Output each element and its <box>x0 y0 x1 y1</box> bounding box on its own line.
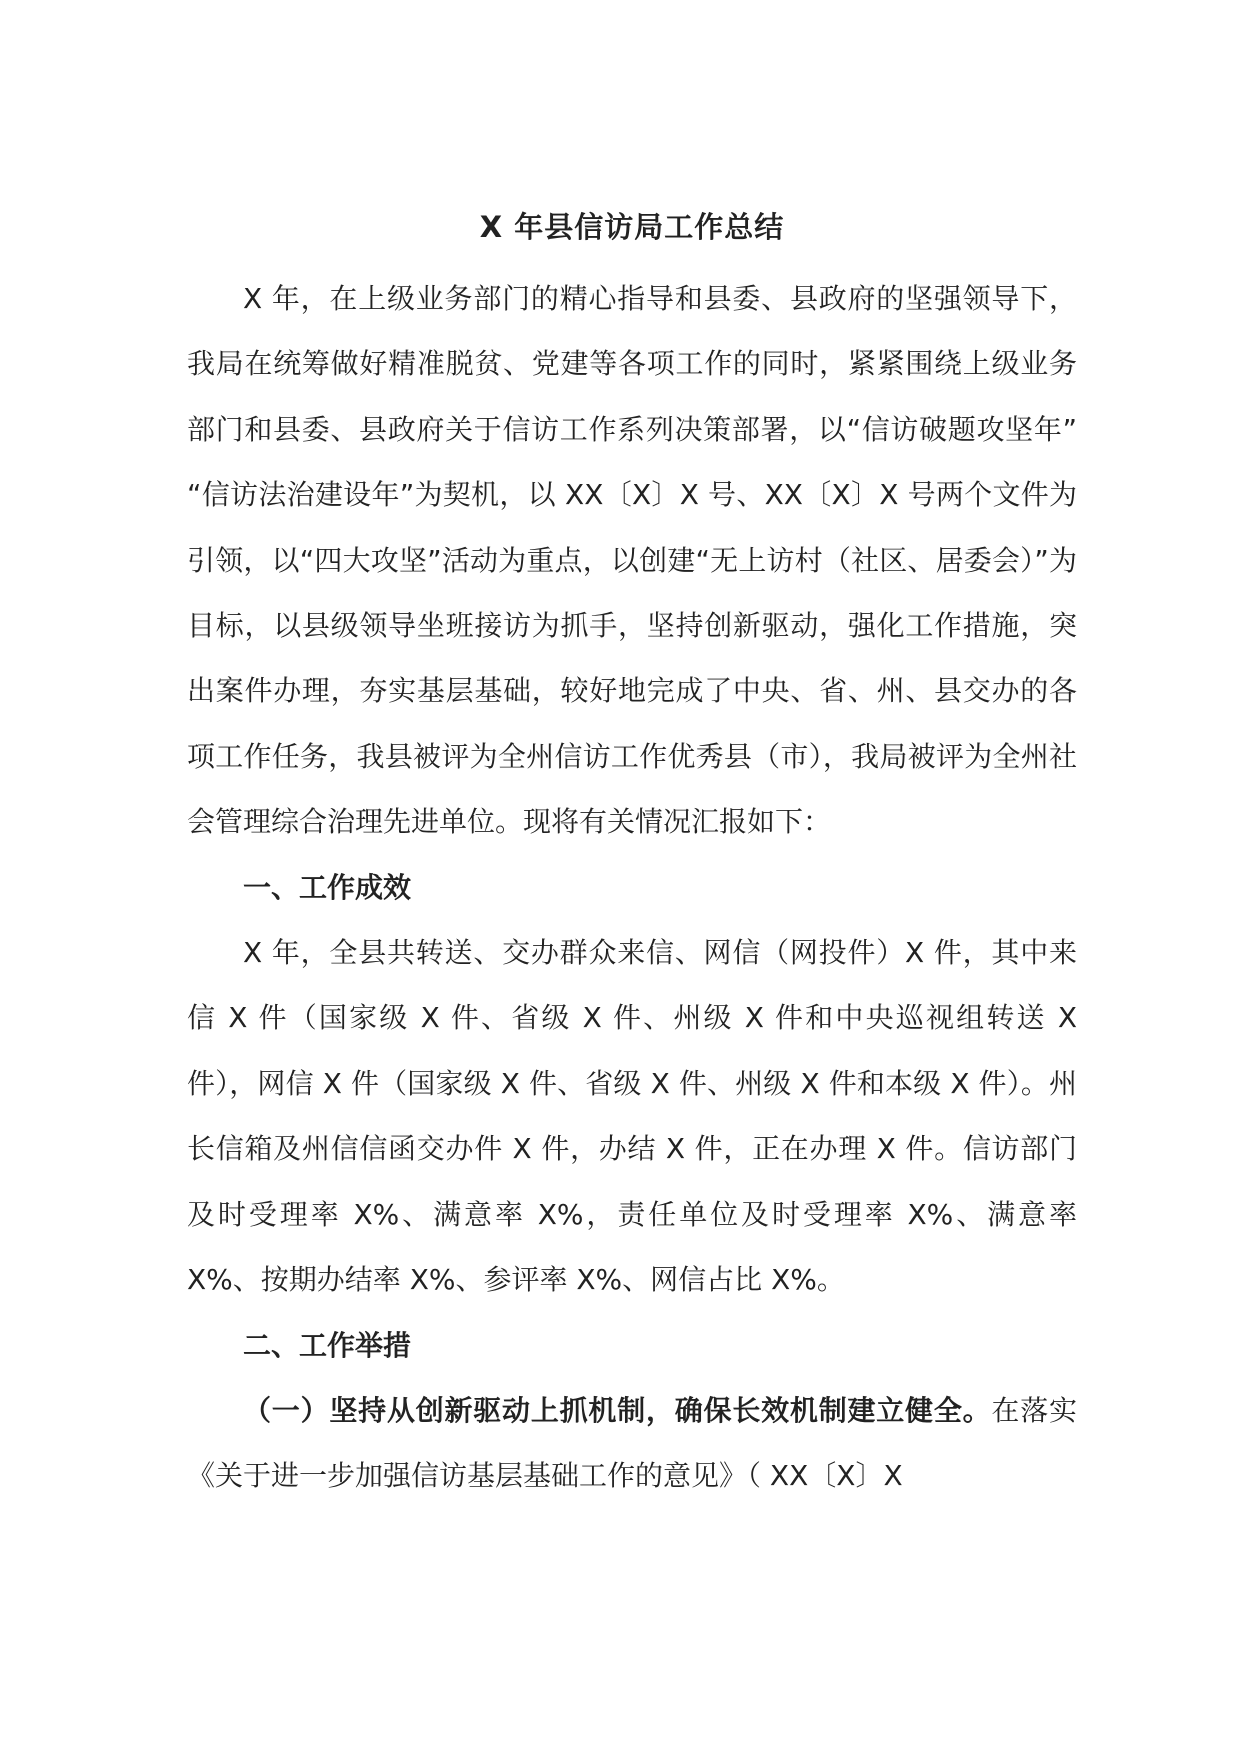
subsection-lead: （一）坚持从创新驱动上抓机制，确保长效机制建立健全。 <box>243 1393 992 1427</box>
section-heading-measures: 二、工作举措 <box>243 1328 412 1362</box>
intro-paragraph: X 年，在上级业务部门的精心指导和县委、县政府的坚强领导下，我局在统筹做好精准脱贫、党建等各项工作的同时，紧紧围绕上级业务部门和县委、县政府关于信访工作系列决策部署，以“信访破题攻坚年” “信访法治建设年”为契机，以 XX〔X〕X 号、XX〔X〕X 号两个文件为引领，以“四大攻坚”活动为重点，以创建“无上访村（社区、居委会）”为目标，以县级领导坐班接访为抓手，坚持创新驱动，强化工作措施，突出案件办理，夯实基层基础，较好地完成了中央、省、州、县交办的各项工作任务，我县被评为全州信访工作优秀县（市），我局被评为全州社会管理综合治理先进单位。现将有关情况汇报如下： <box>187 282 1077 839</box>
section-heading-results: 一、工作成效 <box>243 870 412 904</box>
measures-paragraph-1 <box>187 1378 1077 1509</box>
results-paragraph: X 年，全县共转送、交办群众来信、网信（网投件）X 件，其中来信 X 件（国家级 X 件、省级 X 件、州级 X 件和中央巡视组转送 X 件），网信 X 件（国家级 X 件、省级 X 件、州级 X 件和本级 X 件）。州长信箱及州信信函交办件 X 件，办结 X 件，正在办理 X 件。信访部门及时受理率 X%、满意率 X%，责任单位及时受理率 X%、满意率 X%、按期办结率 X%、参评率 X%、网信占比 X%。 <box>187 936 1077 1297</box>
subsection-body: 在落实《关于进一步加强信访基层基础工作的意见》（ XX〔X〕X <box>187 1393 1077 1493</box>
document-page <box>187 196 1077 1509</box>
document-title: X 年县信访局工作总结 <box>479 210 785 244</box>
